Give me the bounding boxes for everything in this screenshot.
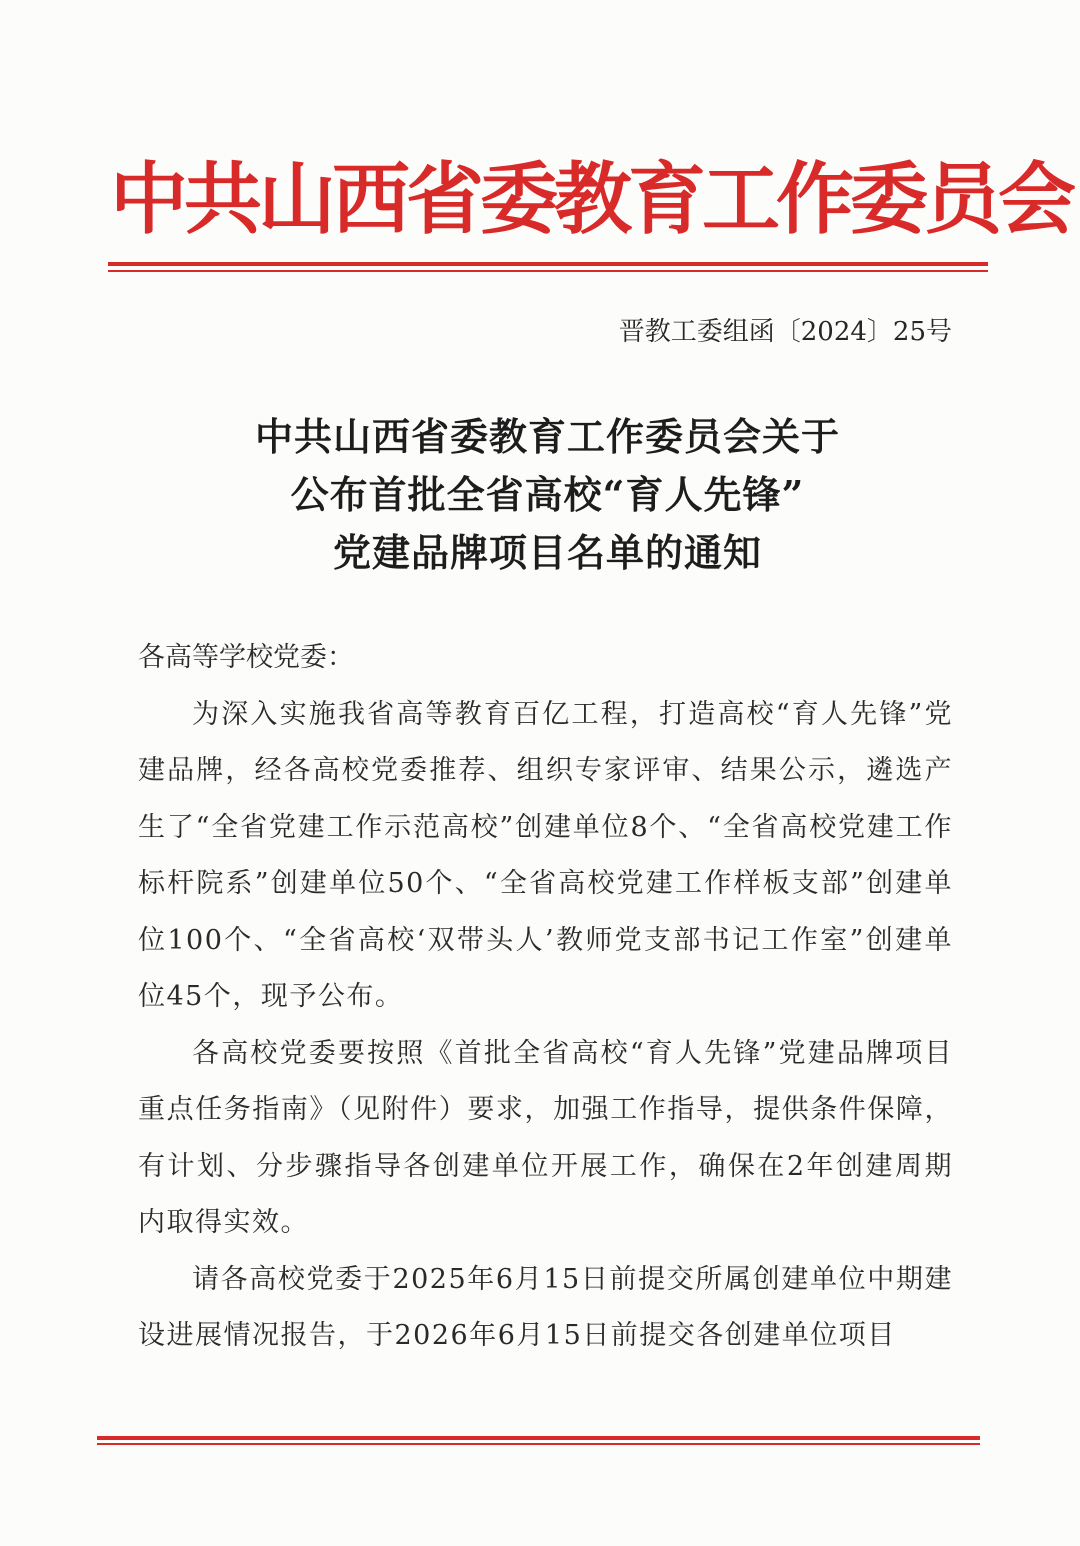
salutation: 各高等学校党委： — [138, 642, 354, 673]
letterhead-org-name: 中共山西省委教育工作委员会 — [110, 154, 1073, 245]
footer-rule-thin — [97, 1443, 980, 1445]
paragraph-1: 为深入实施我省高等教育百亿工程，打造高校“育人先锋”党建品牌，经各高校党委推荐、组织专家评审、结果公示，遴选产生了“全省党建工作示范高校”创建单位8个、“全省高校党建工作标杆院系”创建单位50个、“全省高校党建工作样板支部”创建单位100个、“全省高校‘双带头人’教师党支部书记工作室”创建单位45个，现予公布。 — [138, 698, 953, 1012]
document-body — [138, 630, 953, 1365]
paragraph-2: 各高校党委要按照《首批全省高校“育人先锋”党建品牌项目重点任务指南》（见附件）要求，加强工作指导，提供条件保障，有计划、分步骤指导各创建单位开展工作，确保在2年创建周期内取得实效。 — [138, 1037, 953, 1238]
footer-rule-thick — [97, 1436, 980, 1440]
title-line-3: 党建品牌项目名单的通知 — [332, 530, 762, 575]
title-line-1: 中共山西省委教育工作委员会关于 — [254, 414, 840, 459]
document-title — [150, 408, 945, 582]
letterhead-rule-thick — [108, 262, 988, 266]
letterhead-rule-thin — [108, 270, 988, 272]
title-line-2: 公布首批全省高校“育人先锋” — [290, 472, 805, 517]
paragraph-3: 请各高校党委于2025年6月15日前提交所属创建单位中期建设进展情况报告，于2026年6月15日前提交各创建单位项目 — [138, 1263, 953, 1351]
document-number: 晋教工委组函〔2024〕25号 — [618, 317, 952, 347]
